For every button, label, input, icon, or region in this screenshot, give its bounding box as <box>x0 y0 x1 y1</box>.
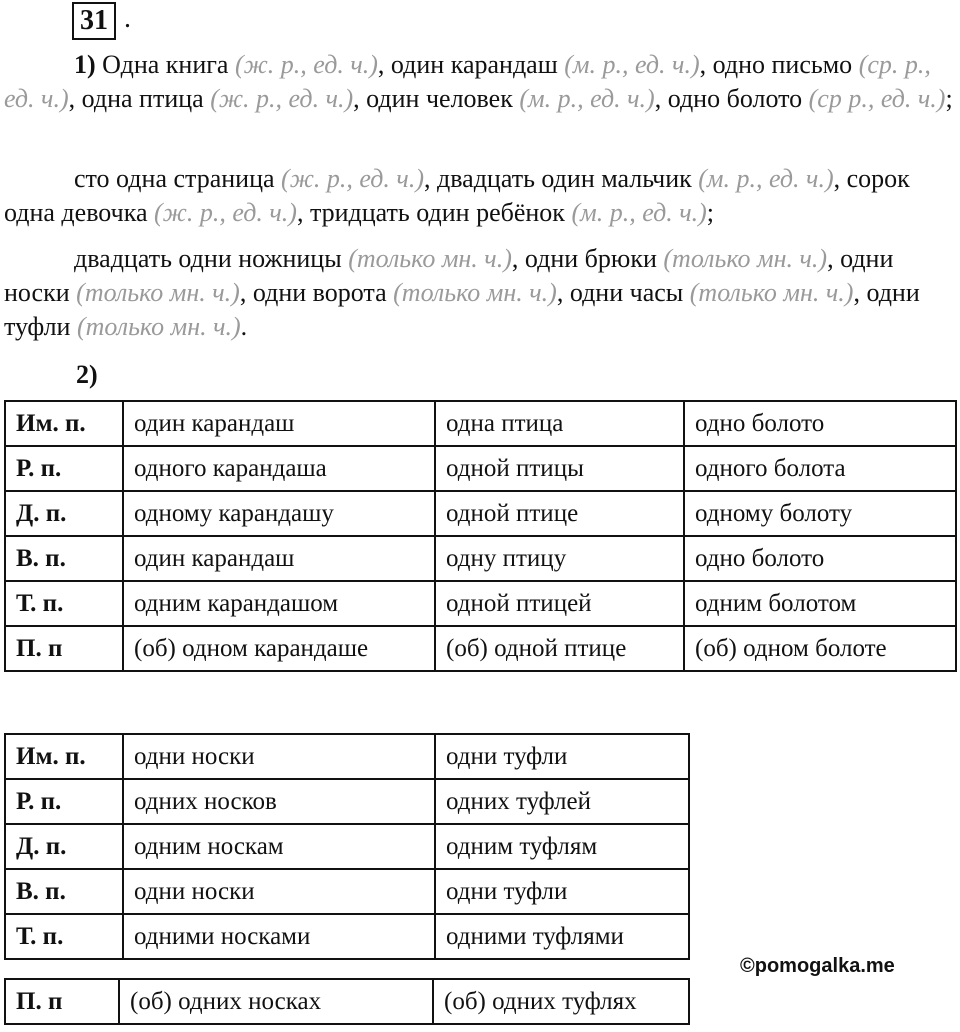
case-label: Р. п. <box>5 446 123 491</box>
exercise-number: 31 <box>72 2 116 40</box>
table-cell: одной птицей <box>435 581 684 626</box>
text-run: , сорок одна девочка <box>4 164 910 227</box>
table-cell: одними носками <box>123 914 435 959</box>
table-row <box>5 979 689 1024</box>
table-cell: одним туфлям <box>435 824 689 869</box>
watermark: ©pomogalka.me <box>740 955 895 977</box>
text-run: , одни ворота <box>239 278 394 307</box>
case-label: Д. п. <box>5 824 123 869</box>
case-label: В. п. <box>5 869 123 914</box>
text-run: ; <box>706 198 715 227</box>
table-row <box>5 869 689 914</box>
paragraph-2-text <box>4 164 910 227</box>
table-row <box>5 491 956 536</box>
table-cell: (об) одних носках <box>119 979 433 1024</box>
text-run: двадцать одни ножницы <box>74 244 349 273</box>
table-cell: одного карандаша <box>123 446 435 491</box>
table-cell: одному болоту <box>684 491 956 536</box>
declension-table-plural-prepositional <box>4 978 690 1025</box>
text-run: , тридцать один ребёнок <box>296 198 572 227</box>
table-cell: одни туфли <box>435 869 689 914</box>
declension-table-singular <box>4 400 957 672</box>
grammar-note: (ср. р., ед. ч.) <box>4 50 931 113</box>
text-run: , одни часы <box>556 278 690 307</box>
case-label: Им. п. <box>5 401 123 446</box>
grammar-note: (ж. р., ед. ч.) <box>153 198 297 227</box>
text-run: , один карандаш <box>377 50 565 79</box>
text-run: , одни носки <box>4 244 894 307</box>
table-cell: одни носки <box>123 869 435 914</box>
table-cell: одних носков <box>123 779 435 824</box>
text-run: сто одна страница <box>74 164 282 193</box>
table-row <box>5 446 956 491</box>
paragraph-3-text <box>4 244 920 341</box>
part1-label: 1) <box>74 50 96 79</box>
case-label: П. п <box>5 979 119 1024</box>
part2-label: 2) <box>76 360 98 389</box>
table-cell: одно болото <box>684 401 956 446</box>
text-run: , одно письмо <box>699 50 859 79</box>
case-label: Р. п. <box>5 779 123 824</box>
paragraph-1-text <box>4 50 953 113</box>
paragraph-1 <box>4 48 954 116</box>
table-row <box>5 401 956 446</box>
table-cell: одной птицы <box>435 446 684 491</box>
grammar-note: (м. р., ед. ч.) <box>571 198 707 227</box>
paragraph-2 <box>4 162 954 230</box>
grammar-note: (ср р., ед. ч.) <box>808 84 946 113</box>
table-row <box>5 581 956 626</box>
table-cell: одному карандашу <box>123 491 435 536</box>
table-cell: (об) одном болоте <box>684 626 956 671</box>
grammar-note: (м. р., ед. ч.) <box>564 50 700 79</box>
grammar-note: (только мн. ч.) <box>663 244 828 273</box>
case-label: Д. п. <box>5 491 123 536</box>
grammar-note: (только мн. ч.) <box>348 244 512 273</box>
table-cell: (об) одних туфлях <box>433 979 689 1024</box>
table-row <box>5 914 689 959</box>
case-label: В. п. <box>5 536 123 581</box>
case-label: Т. п. <box>5 581 123 626</box>
text-run: , одно болото <box>654 84 809 113</box>
table-cell: (об) одной птице <box>435 626 684 671</box>
exercise-number-dot: . <box>124 3 131 34</box>
text-run: , двадцать один мальчик <box>424 164 699 193</box>
table-cell: один карандаш <box>123 401 435 446</box>
grammar-note: (ж. р., ед. ч.) <box>234 50 378 79</box>
table-row <box>5 734 689 779</box>
grammar-note: (м. р., ед. ч.) <box>698 164 834 193</box>
table-cell: одних туфлей <box>435 779 689 824</box>
grammar-note: (только мн. ч.) <box>76 278 240 307</box>
table-cell: одно болото <box>684 536 956 581</box>
grammar-note: (ж. р., ед. ч.) <box>281 164 424 193</box>
table-row <box>5 536 956 581</box>
grammar-note: (только мн. ч.) <box>393 278 557 307</box>
text-run: , одна птица <box>68 84 211 113</box>
grammar-note: (только мн. ч.) <box>76 312 241 341</box>
table-cell: одни носки <box>123 734 435 779</box>
table-row <box>5 779 689 824</box>
paragraph-3 <box>4 242 954 344</box>
grammar-note: (только мн. ч.) <box>689 278 854 307</box>
text-run: . <box>240 312 248 341</box>
table-cell: одним носкам <box>123 824 435 869</box>
table-row <box>5 824 689 869</box>
case-label: П. п <box>5 626 123 671</box>
table-cell: одним болотом <box>684 581 956 626</box>
grammar-note: (м. р., ед. ч.) <box>519 84 655 113</box>
table-cell: одного болота <box>684 446 956 491</box>
table-row <box>5 626 956 671</box>
declension-table-plural <box>4 733 690 960</box>
case-label: Т. п. <box>5 914 123 959</box>
table-cell: одной птице <box>435 491 684 536</box>
text-run: , одни брюки <box>511 244 664 273</box>
text-run: ; <box>945 84 953 113</box>
text-run: , один человек <box>353 84 520 113</box>
text-run: , одни туфли <box>4 278 920 341</box>
table-cell: одними туфлями <box>435 914 689 959</box>
table-cell: одна птица <box>435 401 684 446</box>
table-cell: одни туфли <box>435 734 689 779</box>
case-label: Им. п. <box>5 734 123 779</box>
text-run: Одна книга <box>102 50 235 79</box>
table-cell: (об) одном карандаше <box>123 626 435 671</box>
table-cell: одним карандашом <box>123 581 435 626</box>
table-cell: один карандаш <box>123 536 435 581</box>
table-cell: одну птицу <box>435 536 684 581</box>
grammar-note: (ж. р., ед. ч.) <box>210 84 354 113</box>
